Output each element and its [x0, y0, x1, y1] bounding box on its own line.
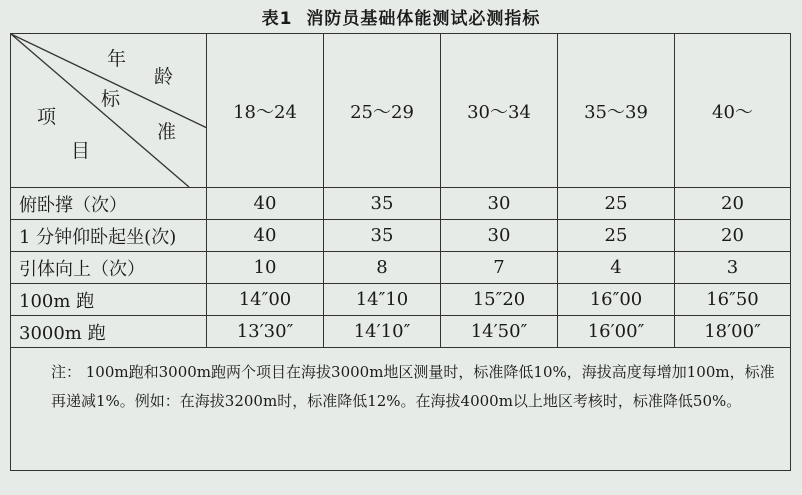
table-row — [11, 284, 791, 316]
table-cell: 8 — [324, 252, 441, 284]
table-cell: 25 — [558, 188, 675, 220]
table-note: 注： 100m跑和3000m跑两个项目在海拔3000m地区测量时，标准降低10%，海拔高度每增加100m，标准再递减1%。例如：在海拔3200m时，标准降低12%。在海拔4000m以上地区考核时，标准降低50%。 — [51, 363, 775, 410]
row-item-label: 引体向上（次） — [11, 252, 207, 284]
table-cell: 7 — [441, 252, 558, 284]
table-cell: 35 — [324, 188, 441, 220]
table-title-text: 消防员基础体能测试必测指标 — [306, 9, 541, 29]
age-group-header: 18～24 — [207, 34, 324, 188]
table-cell: 13′30″ — [207, 316, 324, 348]
header-item-char-2: 目 — [71, 140, 91, 162]
header-row — [11, 34, 791, 188]
header-age-char-1: 年 — [107, 48, 127, 70]
table-cell: 20 — [675, 220, 791, 252]
age-group-header: 35～39 — [558, 34, 675, 188]
note-cell — [11, 348, 791, 471]
table-row — [11, 316, 791, 348]
table-number: 表1 — [261, 9, 293, 29]
header-standard-char-1: 标 — [101, 88, 121, 110]
table-title — [0, 4, 802, 29]
fitness-standards-table — [10, 33, 791, 471]
table-cell: 10 — [207, 252, 324, 284]
note-row — [11, 348, 791, 471]
age-group-header: 30～34 — [441, 34, 558, 188]
header-item-char-1: 项 — [37, 106, 57, 128]
table-cell: 16′00″ — [558, 316, 675, 348]
table-cell: 14″10 — [324, 284, 441, 316]
table-row — [11, 220, 791, 252]
table-cell: 14′50″ — [441, 316, 558, 348]
diagonal-header-cell — [11, 34, 207, 188]
table-cell: 14″00 — [207, 284, 324, 316]
table-cell: 35 — [324, 220, 441, 252]
table-cell: 30 — [441, 220, 558, 252]
table-cell: 30 — [441, 188, 558, 220]
table-row — [11, 188, 791, 220]
table-cell: 14′10″ — [324, 316, 441, 348]
table-cell: 20 — [675, 188, 791, 220]
table-cell: 16″50 — [675, 284, 791, 316]
row-item-label: 俯卧撑（次） — [11, 188, 207, 220]
table-cell: 4 — [558, 252, 675, 284]
header-standard-char-2: 准 — [157, 121, 177, 143]
table-cell: 40 — [207, 220, 324, 252]
age-group-header: 25～29 — [324, 34, 441, 188]
age-group-header: 40～ — [675, 34, 791, 188]
table-row — [11, 252, 791, 284]
table-cell: 15″20 — [441, 284, 558, 316]
table-cell: 25 — [558, 220, 675, 252]
table-cell: 3 — [675, 252, 791, 284]
table-cell: 40 — [207, 188, 324, 220]
row-item-label: 1 分钟仰卧起坐(次) — [11, 220, 207, 252]
table-cell: 18′00″ — [675, 316, 791, 348]
header-age-char-2: 龄 — [154, 66, 174, 88]
row-item-label: 3000m 跑 — [11, 316, 207, 348]
row-item-label: 100m 跑 — [11, 284, 207, 316]
table-cell: 16″00 — [558, 284, 675, 316]
